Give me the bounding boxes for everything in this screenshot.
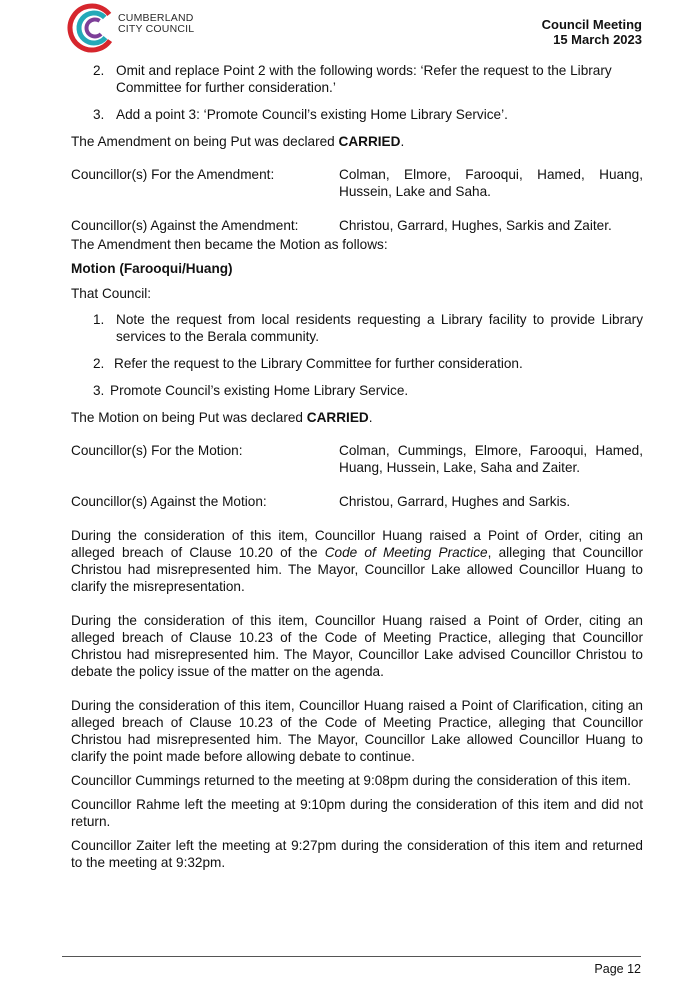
para-text: During the consideration of this item, Councillor Huang raised a Point of Order, citing an alleged breach of Clause 10.20 of the: [71, 528, 643, 560]
motion-point-3: [71, 382, 643, 399]
list-number: 1.: [93, 312, 105, 327]
page-number: Page 12: [594, 962, 641, 976]
cumberland-logo-icon: [64, 0, 120, 56]
cummings-returned-paragraph: Councillor Cummings returned to the meeting at 9:08pm during the consideration of this item.: [71, 773, 631, 788]
motion-for-row: [71, 442, 643, 476]
list-text: Add a point 3: ‘Promote Council’s existing Home Library Service’.: [116, 107, 508, 122]
motion-heading-text: Motion (Farooqui/Huang): [71, 261, 233, 276]
list-number: 3.: [93, 107, 105, 122]
meeting-date: 15 March 2023: [553, 32, 642, 47]
result-status: CARRIED: [306, 410, 369, 425]
point-of-order-paragraph-2: During the consideration of this item, Councillor Huang raised a Point of Order, citing an alleged breach of Clause 10.23 of the Code of Meeting Practice, alleging that Councillor Christou had misrepresented him. The Mayor, Councillor Lake advised Councillor Christou to debate the policy issue of the matter on the agenda.: [71, 613, 643, 679]
list-text: Omit and replace Point 2 with the following words: ‘Refer the request to the Library Committee for further consideration.’: [116, 63, 612, 95]
vote-names: Colman, Elmore, Farooqui, Hamed, Huang, Hussein, Lake and Saha.: [339, 167, 643, 199]
point-of-order-paragraph-1: [71, 527, 643, 595]
zaiter-left-paragraph: Councillor Zaiter left the meeting at 9:27pm during the consideration of this item and returned to the meeting at 9:32pm.: [71, 838, 643, 870]
vote-names: Christou, Garrard, Hughes, Sarkis and Zaiter.: [339, 218, 612, 233]
vote-names: Colman, Cummings, Elmore, Farooqui, Hamed, Huang, Hussein, Lake, Saha and Zaiter.: [339, 443, 643, 475]
motion-against-row: [71, 493, 643, 510]
amendment-point-2: [71, 62, 643, 96]
motion-point-2: [71, 355, 643, 372]
amendment-result: The Amendment on being Put was declared CARRIED.: [71, 134, 405, 149]
para-text: , alleging that Councillor Christou had misrepresented him. The Mayor, Councillor Lake allowed Councillor Huang to clarify the misrepresentation.: [71, 545, 643, 594]
org-name: [118, 13, 194, 35]
vote-label: Councillor(s) Against the Motion:: [71, 494, 267, 509]
motion-point-1: [71, 311, 643, 345]
list-text: Refer the request to the Library Committee for further consideration.: [114, 356, 523, 371]
list-text: Promote Council’s existing Home Library Service.: [110, 383, 409, 398]
became-motion-text: The Amendment then became the Motion as follows:: [71, 237, 388, 252]
that-council: That Council:: [71, 286, 152, 301]
org-name-line2: CITY COUNCIL: [118, 23, 195, 35]
list-number: 3.: [93, 383, 105, 398]
org-name-line1: CUMBERLAND: [118, 12, 194, 24]
result-text: The Motion on being Put was declared: [71, 410, 307, 425]
vote-label: Councillor(s) For the Amendment:: [71, 167, 275, 182]
rahme-left-paragraph: Councillor Rahme left the meeting at 9:10pm during the consideration of this item and did not return.: [71, 797, 643, 829]
vote-label: Councillor(s) Against the Amendment:: [71, 218, 299, 233]
list-text: Note the request from local residents requesting a Library facility to provide Library services to the Berala community.: [116, 312, 643, 344]
para-italic-text: Code of Meeting Practice: [324, 545, 488, 560]
result-text: The Amendment on being Put was declared: [71, 134, 339, 149]
result-status: CARRIED: [338, 134, 401, 149]
amendment-for-row: [71, 166, 643, 200]
amendment-against-row: [71, 217, 643, 234]
list-number: 2.: [93, 356, 105, 371]
vote-label: Councillor(s) For the Motion:: [71, 443, 243, 458]
list-number: 2.: [93, 63, 105, 78]
header-meeting-info: [542, 17, 642, 47]
point-of-clarification-paragraph: During the consideration of this item, Councillor Huang raised a Point of Clarification, citing an alleged breach of Clause 10.23 of the Code of Meeting Practice, alleging that Councillor Christou had misrepresented him. The Mayor, Councillor Lake allowed Councillor Huang to clarify the point made before allowing debate to continue.: [71, 698, 643, 764]
minutes-content: [71, 62, 643, 871]
motion-result: The Motion on being Put was declared CARRIED.: [71, 410, 373, 425]
motion-heading: [71, 260, 643, 277]
meeting-title: Council Meeting: [541, 17, 642, 32]
footer-divider: [62, 956, 641, 957]
vote-names: Christou, Garrard, Hughes and Sarkis.: [339, 494, 571, 509]
amendment-point-3: [71, 106, 643, 123]
